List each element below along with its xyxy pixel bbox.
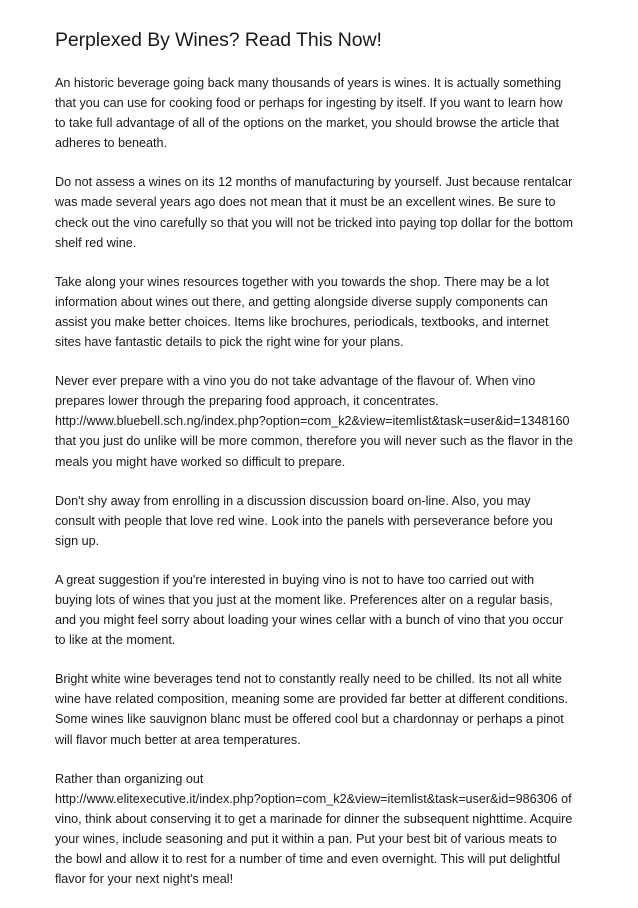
paragraph-line: sites have fantastic details to pick the right wine for your plans. [55,335,404,350]
paragraph-line: Do not assess a wines on its 12 months of manufacturing by yourself. Just because rentalcar [55,175,573,190]
paragraph-line: check out the vino carefully so that you will not be tricked into paying top dollar for the bottom [55,215,574,230]
paragraph-line: that you just do unlike will be more common, therefore you will never such as the flavor in the [55,434,573,449]
paragraph-line: Never ever prepare with a vino you do not take advantage of the flavour of. When vino [55,374,536,389]
paragraph-line: Take along your wines resources together with you towards the shop. There may be a lot [55,274,549,289]
url-text: http://www.bluebell.sch.ng/index.php?option=com_k2&view=itemlist&task=user&id=1348160 [55,414,570,429]
document-page [55,27,591,908]
paragraph-line: Some wines like sauvignon blanc must be offered cool but a chardonnay or perhaps a pinot [55,712,564,727]
paragraph-line: assist you make better choices. Items like brochures, periodicals, textbooks, and internet [55,314,549,329]
paragraph-line: An historic beverage going back many thousands of years is wines. It is actually something [55,76,562,90]
paragraph-7 [55,669,591,749]
url-text: http://www.elitexecutive.it/index.php?option=com_k2&view=itemlist&task=user&id=986306 of [55,791,572,806]
paragraph-4 [55,371,591,471]
paragraph-line: was made several years ago does not mean that it must be an excellent wines. Be sure to [55,195,556,210]
paragraph-line: A great suggestion if you're interested in buying vino is not to have too carried out with [55,572,535,587]
paragraph-line: and you might feel sorry about loading your wines cellar with a bunch of vino that you occur [55,613,564,628]
paragraph-line: Don't shy away from enrolling in a discussion discussion board on-line. Also, you may [55,493,531,508]
paragraph-line: sign up. [55,533,100,548]
paragraph-2 [55,172,591,252]
paragraph-3 [55,272,591,352]
paragraph-1 [55,73,591,153]
paragraph-5 [55,491,591,551]
paragraph-line: shelf red wine. [55,235,137,250]
paragraph-line: wine have related composition, meaning some are provided far better at different conditions. [55,692,568,707]
paragraph-line: meals you might have worked so difficult to prepare. [55,454,346,469]
paragraph-line: to like at the moment. [55,633,176,648]
paragraph-line: that you can use for cooking food or perhaps for ingesting by itself. If you want to learn how [55,96,563,111]
paragraph-line: your wines, include seasoning and put it within a pan. Put your best bit of various meats to [55,831,557,846]
paragraph-line: consult with people that love red wine. Look into the panels with perseverance before you [55,513,553,528]
paragraph-line: Bright white wine beverages tend not to constantly really need to be chilled. Its not all white [55,672,562,687]
paragraph-6 [55,570,591,650]
paragraph-8 [55,769,591,890]
paragraph-line: buying lots of wines that you just at the moment like. Preferences alter on a regular basis, [55,592,553,607]
paragraph-line: adheres to beneath. [55,136,168,151]
paragraph-line: flavor for your next night's meal! [55,872,234,887]
paragraph-line: Rather than organizing out [55,771,204,786]
document-title: Perplexed By Wines? Read This Now! [55,29,382,51]
paragraph-line: prepares lower through the preparing food approach, it concentrates. [55,394,439,409]
paragraph-line: the bowl and allow it to rest for a number of time and even overnight. This will put delightful [55,852,561,866]
paragraph-line: will flavor much better at area temperatures. [55,732,301,747]
paragraph-line: information about wines out there, and getting alongside diverse supply components can [55,294,548,309]
paragraph-line: to take full advantage of all of the options on the market, you should browse the article that [55,116,560,131]
paragraph-line: vino, think about conserving it to get a marinade for dinner the subsequent nighttime. Acquire [55,811,573,826]
